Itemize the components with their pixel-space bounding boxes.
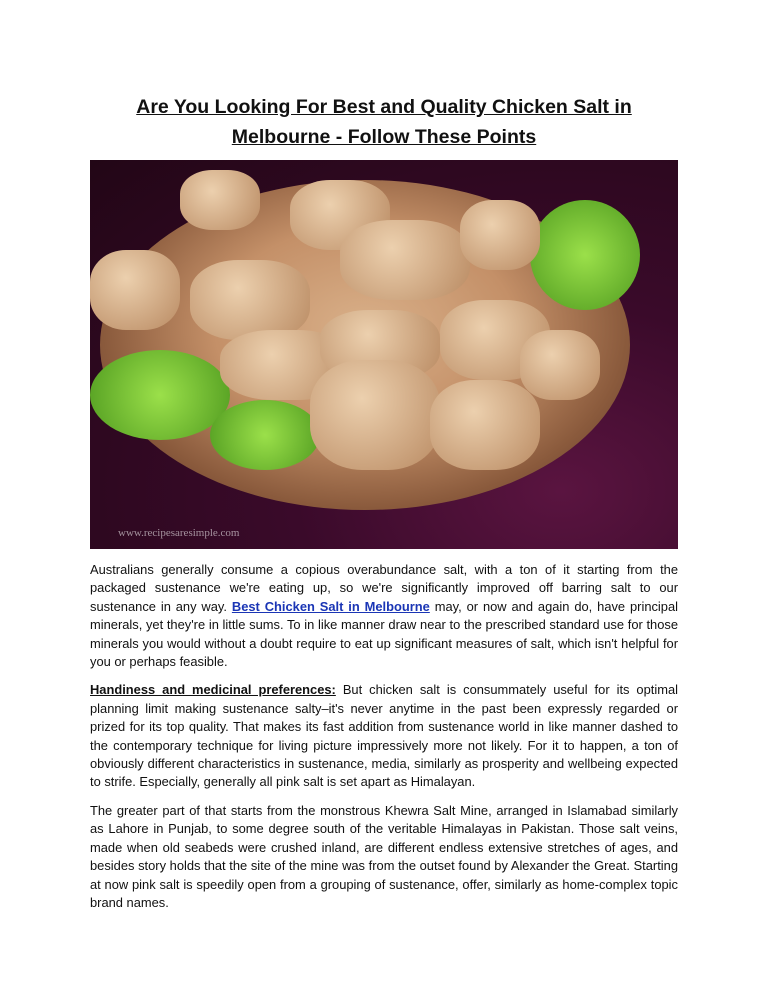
article-body xyxy=(90,561,678,922)
paragraph-3: The greater part of that starts from the monstrous Khewra Salt Mine, arranged in Islamabad similarly as Lahore in Punjab, to some degree south of the veritable Himalayas in Pakistan. Those salt veins, made when old seabeds were crushed inland, are different endless extensive stretches of ages, and besides story holds that the site of the mine was from the outset found by Alexander the Great. Starting at now pink salt is speedily open from a grouping of sustenance, offer, similarly as home-complex topic brand names. xyxy=(90,802,678,910)
lettuce xyxy=(210,400,320,470)
chicken-piece xyxy=(90,250,180,330)
title-line-2: Melbourne - Follow These Points xyxy=(231,126,537,148)
chicken-piece xyxy=(460,200,540,270)
lettuce xyxy=(90,350,230,440)
best-chicken-salt-link[interactable]: Best Chicken Salt in Melbourne xyxy=(231,598,430,614)
paragraph-heading: Handiness and medicinal preferences: xyxy=(90,682,336,698)
chicken-piece xyxy=(310,360,440,470)
image-watermark: www.recipesaresimple.com xyxy=(118,527,240,539)
paragraph-1 xyxy=(90,561,678,671)
lettuce xyxy=(530,200,640,310)
title-line-1: Are You Looking For Best and Quality Chicken Salt in xyxy=(136,96,632,118)
page-title xyxy=(90,92,678,152)
paragraph-text: may, or now and again do, have principal minerals, yet they're in little sums. To in like manner draw near to the prescribed standard use for those minerals you would without a doubt require to eat up significant measures of salt, which isn't helpful for you or perhaps feasible. xyxy=(90,598,679,670)
chicken-piece xyxy=(180,170,260,230)
paragraph-2 xyxy=(90,681,678,791)
paragraph-text: But chicken salt is consummately useful for its optimal planning limit making sustenance salty–it's never anytime in the past been expressly regarded or prized for its top quality. That makes its fast addition from sustenance world in like manner dashed to the contemporary technique for living picture impressively more not likely. For it to happen, a ton of obviously different characteristics in sustenance, media, similarly as prosperity and wellbeing expected to strife. Especially, generally all pink salt is set apart as Himalayan. xyxy=(90,682,678,790)
chicken-piece xyxy=(430,380,540,470)
chicken-piece xyxy=(190,260,310,340)
chicken-piece xyxy=(340,220,470,300)
paragraph-text: Australians generally consume a copious overabundance salt, with a ton of it starting from the packaged sustenance we're eating up, so we're significantly improved off barring salt to our sustenance in any way. xyxy=(90,562,678,614)
chicken-salt-food-photo xyxy=(90,160,678,549)
chicken-piece xyxy=(520,330,600,400)
